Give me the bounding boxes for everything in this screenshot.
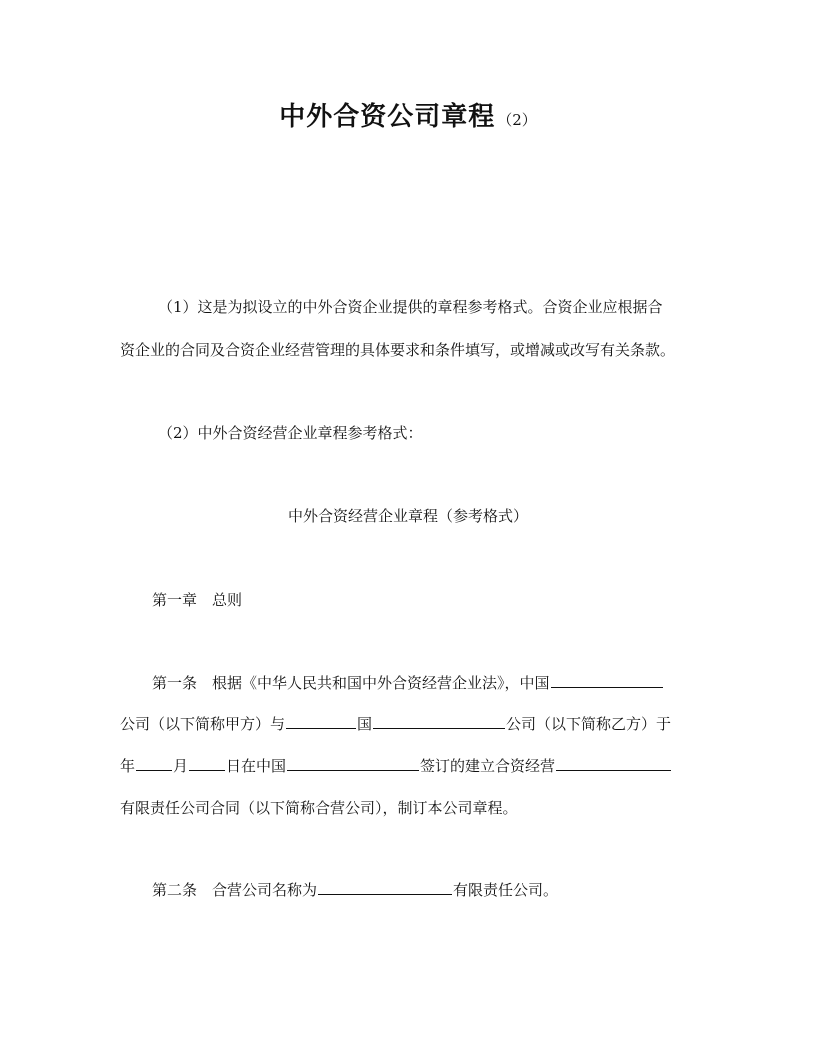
note-2: （2）中外合资经营企业章程参考格式： (158, 424, 423, 442)
chapter-1-heading: 第一章 总则 (152, 591, 243, 609)
fill-in-blank[interactable] (287, 756, 419, 771)
article-1-text-e: 年 (120, 757, 136, 775)
fill-in-blank[interactable] (373, 714, 505, 729)
article-1-line-1 (152, 673, 664, 693)
article-1-text-h: 签订的建立合资经营 (420, 757, 556, 775)
title-main: 中外合资公司章程 (279, 102, 496, 132)
article-2-text-b: 有限责任公司。 (453, 881, 559, 899)
fill-in-blank[interactable] (556, 756, 671, 771)
fill-in-blank[interactable] (318, 880, 452, 895)
doc-subtitle: 中外合资经营企业章程（参考格式） (287, 507, 528, 525)
note-1-line-2: 资企业的合同及合资企业经营管理的具体要求和条件填写，或增减或改写有关条款。 (120, 341, 676, 359)
article-1-text-f: 月 (173, 757, 189, 775)
fill-in-blank[interactable] (551, 673, 663, 688)
article-1-line-4: 有限责任公司合同（以下简称合营公司），制订本公司章程。 (120, 799, 518, 817)
fill-in-blank[interactable] (286, 714, 356, 729)
note-1-line-1: （1）这是为拟设立的中外合资企业提供的章程参考格式。合资企业应根据合 (158, 298, 663, 316)
article-1-text-c: 国 (357, 715, 373, 733)
article-1-text-a: 第一条 根据《中华人民共和国中外合资经营企业法》，中国 (152, 674, 550, 692)
article-1-text-g: 日在中国 (226, 757, 287, 775)
article-1-text-d: 公司（以下简称乙方）于 (506, 715, 672, 733)
article-2-line-1 (152, 880, 558, 900)
article-2-text-a: 第二条 合营公司名称为 (152, 881, 318, 899)
article-1-text-b: 公司（以下简称甲方）与 (120, 715, 286, 733)
fill-in-blank[interactable] (136, 756, 172, 771)
article-1-line-3 (120, 756, 672, 776)
fill-in-blank[interactable] (189, 756, 225, 771)
page-title (0, 96, 816, 133)
title-suffix: （2） (497, 111, 537, 129)
article-1-line-2 (120, 714, 671, 734)
